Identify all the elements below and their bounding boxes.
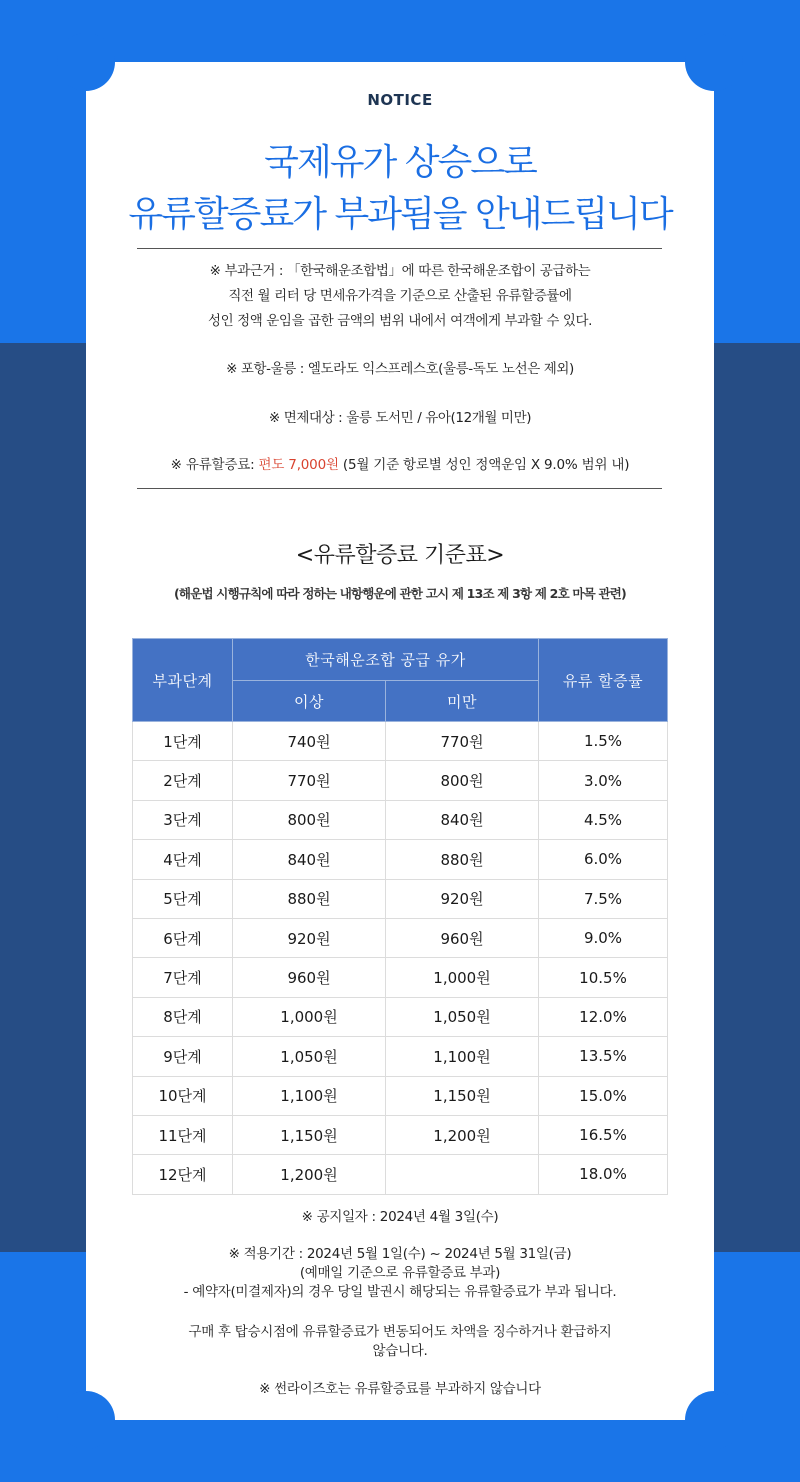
cell-stage: 7단계 — [133, 958, 233, 997]
header-stage: 부과단계 — [133, 639, 233, 722]
cell-min: 840원 — [233, 840, 386, 879]
table-body — [133, 722, 668, 1195]
cell-stage: 8단계 — [133, 997, 233, 1036]
card-notch — [685, 1391, 743, 1449]
exempt-note: ※ 면제대상 : 울릉 도서민 / 유아(12개월 미만) — [268, 410, 532, 426]
cell-max: 840원 — [386, 800, 539, 839]
cell-rate: 13.5% — [539, 1037, 668, 1076]
surcharge-prefix: ※ 유류할증료: — [170, 457, 259, 473]
cell-min: 920원 — [233, 918, 386, 957]
table-row — [133, 800, 668, 839]
cell-max: 1,200원 — [386, 1115, 539, 1154]
cell-rate: 15.0% — [539, 1076, 668, 1115]
cell-max: 920원 — [386, 879, 539, 918]
cell-stage: 3단계 — [133, 800, 233, 839]
table-row — [133, 761, 668, 800]
table-row — [133, 1115, 668, 1154]
cell-stage: 10단계 — [133, 1076, 233, 1115]
surcharge-suffix: (5월 기준 항로별 성인 정액운임 X 9.0% 범위 내) — [338, 457, 630, 473]
card-notch — [57, 33, 115, 91]
cell-max: 1,150원 — [386, 1076, 539, 1115]
header-price-group: 한국해운조합 공급 유가 — [233, 639, 539, 681]
headline-line-1: 국제유가 상승으로 — [264, 142, 536, 183]
headline-line-2: 유류할증료가 부과됨을 안내드립니다 — [128, 194, 672, 235]
card-notch — [57, 1391, 115, 1449]
table-subtitle: (해운법 시행규칙에 따라 정하는 내항행운에 관한 고시 제 13조 제 3항 제 2호 마목 관련) — [174, 586, 626, 601]
basis-line: 직전 월 리터 당 면세유가격을 기준으로 산출된 유류할증률에 — [228, 288, 572, 304]
surcharge-rate-table — [132, 638, 668, 1195]
cell-min: 800원 — [233, 800, 386, 839]
cell-max: 1,100원 — [386, 1037, 539, 1076]
cell-max — [386, 1155, 539, 1194]
route-note: ※ 포항-울릉 : 엘도라도 익스프레스호(울릉-독도 노선은 제외) — [226, 361, 574, 377]
cell-rate: 9.0% — [539, 918, 668, 957]
table-row — [133, 918, 668, 957]
table-row — [133, 840, 668, 879]
refund-note-line-1: 구매 후 탑승시점에 유류할증료가 변동되어도 차액을 징수하거나 환급하지 — [188, 1324, 612, 1340]
table-title: <유류할증료 기준표> — [295, 543, 505, 568]
cell-rate: 4.5% — [539, 800, 668, 839]
surcharge-amount: 편도 7,000원 — [258, 457, 339, 473]
apply-period: ※ 적용기간 : 2024년 5월 1일(수) ~ 2024년 5월 31일(금) — [228, 1246, 572, 1262]
cell-min: 770원 — [233, 761, 386, 800]
cell-rate: 3.0% — [539, 761, 668, 800]
cell-max: 1,050원 — [386, 997, 539, 1036]
apply-period-basis: (예매일 기준으로 유류할증료 부과) — [299, 1265, 501, 1281]
basis-line: ※ 부과근거 : 「한국해운조합법」에 따른 한국해운조합이 공급하는 — [209, 263, 591, 279]
cell-stage: 6단계 — [133, 918, 233, 957]
cell-rate: 1.5% — [539, 722, 668, 761]
table-row — [133, 1155, 668, 1194]
header-max: 미만 — [386, 681, 539, 722]
table-row — [133, 879, 668, 918]
table-row — [133, 722, 668, 761]
cell-rate: 16.5% — [539, 1115, 668, 1154]
cell-min: 1,200원 — [233, 1155, 386, 1194]
cell-stage: 5단계 — [133, 879, 233, 918]
reservation-note: - 예약자(미결제자)의 경우 당일 발권시 해당되는 유류할증료가 부과 됩니다. — [183, 1284, 617, 1300]
cell-min: 740원 — [233, 722, 386, 761]
cell-min: 960원 — [233, 958, 386, 997]
surcharge-line — [0, 453, 800, 478]
cell-min: 1,150원 — [233, 1115, 386, 1154]
cell-min: 880원 — [233, 879, 386, 918]
divider-top — [137, 248, 662, 249]
basis-paragraph — [0, 259, 800, 334]
cell-min: 1,100원 — [233, 1076, 386, 1115]
notice-label: NOTICE — [367, 91, 433, 109]
table-row — [133, 1076, 668, 1115]
header-rate: 유류 할증률 — [539, 639, 668, 722]
cell-max: 800원 — [386, 761, 539, 800]
card-notch — [685, 33, 743, 91]
cell-stage: 12단계 — [133, 1155, 233, 1194]
cell-rate: 12.0% — [539, 997, 668, 1036]
cell-min: 1,000원 — [233, 997, 386, 1036]
table-row — [133, 958, 668, 997]
divider-bottom — [137, 488, 662, 489]
cell-rate: 10.5% — [539, 958, 668, 997]
cell-max: 1,000원 — [386, 958, 539, 997]
cell-min: 1,050원 — [233, 1037, 386, 1076]
notice-date: ※ 공지일자 : 2024년 4월 3일(수) — [301, 1209, 499, 1225]
header-min: 이상 — [233, 681, 386, 722]
cell-rate: 18.0% — [539, 1155, 668, 1194]
table-row — [133, 1037, 668, 1076]
cell-rate: 7.5% — [539, 879, 668, 918]
cell-max: 880원 — [386, 840, 539, 879]
cell-stage: 1단계 — [133, 722, 233, 761]
cell-stage: 4단계 — [133, 840, 233, 879]
cell-max: 960원 — [386, 918, 539, 957]
sunrise-note: ※ 썬라이즈호는 유류할증료를 부과하지 않습니다 — [259, 1381, 541, 1397]
basis-line: 성인 정액 운임을 곱한 금액의 범위 내에서 여객에게 부과할 수 있다. — [207, 313, 593, 329]
cell-rate: 6.0% — [539, 840, 668, 879]
table-row — [133, 997, 668, 1036]
refund-note-line-2: 않습니다. — [372, 1343, 428, 1359]
cell-stage: 2단계 — [133, 761, 233, 800]
cell-max: 770원 — [386, 722, 539, 761]
cell-stage: 9단계 — [133, 1037, 233, 1076]
cell-stage: 11단계 — [133, 1115, 233, 1154]
